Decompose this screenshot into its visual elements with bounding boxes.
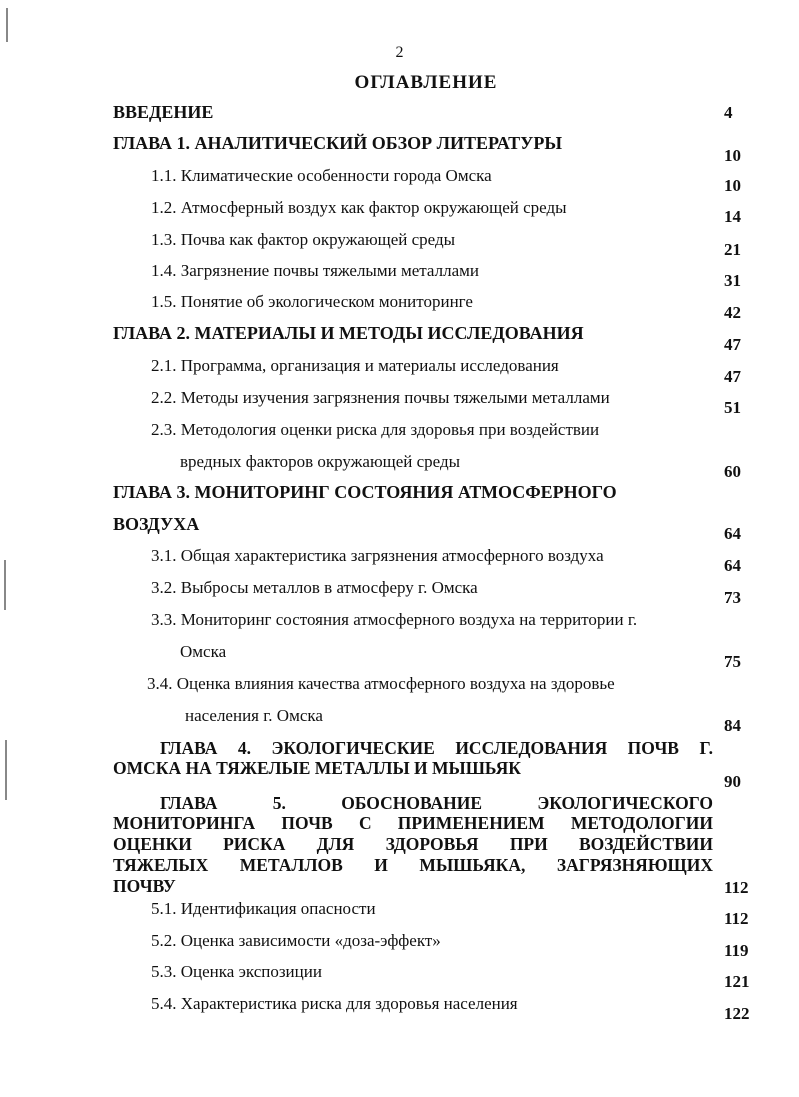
toc-entry-2-3-line-2[interactable]: вредных факторов окружающей среды — [180, 452, 461, 471]
page-ref-2-1: 47 — [724, 367, 741, 386]
toc-entry-1-1[interactable]: 1.1. Климатические особенности города Омска — [151, 166, 492, 185]
toc-entry-3-4-line-2[interactable]: населения г. Омска — [185, 706, 323, 725]
page-number: 2 — [395, 44, 404, 61]
toc-entry-chapter-5-line-4[interactable]: ТЯЖЕЛЫХ МЕТАЛЛОВ И МЫШЬЯКА, ЗАГРЯЗНЯЮЩИХ — [113, 855, 713, 875]
page-ref-2-2: 51 — [724, 398, 741, 417]
page-ref-chapter-2: 47 — [724, 335, 741, 354]
page-ref-chapter-5: 112 — [724, 878, 749, 897]
toc-entry-1-5[interactable]: 1.5. Понятие об экологическом мониторинге — [151, 292, 473, 311]
toc-title: ОГЛАВЛЕНИЕ — [354, 72, 498, 93]
toc-entry-1-3[interactable]: 1.3. Почва как фактор окружающей среды — [151, 230, 456, 249]
toc-entry-chapter-3-line-1[interactable]: ГЛАВА 3. МОНИТОРИНГ СОСТОЯНИЯ АТМОСФЕРНОГО — [113, 482, 617, 502]
toc-entry-2-1[interactable]: 2.1. Программа, организация и материалы исследования — [151, 356, 559, 375]
scan-artifact — [4, 560, 6, 610]
page-ref-1-3: 21 — [724, 240, 741, 259]
toc-entry-chapter-5-line-3[interactable]: ОЦЕНКИ РИСКА ДЛЯ ЗДОРОВЬЯ ПРИ ВОЗДЕЙСТВИИ — [113, 834, 713, 854]
page-ref-intro: 4 — [724, 103, 733, 122]
toc-entry-2-3-line-1[interactable]: 2.3. Методология оценки риска для здоровья при воздействии — [151, 420, 600, 439]
toc-entry-3-1[interactable]: 3.1. Общая характеристика загрязнения атмосферного воздуха — [151, 546, 604, 565]
page-ref-3-3: 75 — [724, 652, 741, 671]
toc-entry-1-2[interactable]: 1.2. Атмосферный воздух как фактор окружающей среды — [151, 198, 567, 217]
toc-entry-3-2[interactable]: 3.2. Выбросы металлов в атмосферу г. Омска — [151, 578, 478, 597]
toc-entry-3-3-line-2[interactable]: Омска — [180, 642, 227, 661]
page-ref-1-4: 31 — [724, 271, 741, 290]
toc-entry-chapter-4-line-1[interactable]: ГЛАВА 4. ЭКОЛОГИЧЕСКИЕ ИССЛЕДОВАНИЯ ПОЧВ Г. — [160, 738, 713, 758]
page-ref-chapter-4: 90 — [724, 772, 741, 791]
toc-entry-1-4[interactable]: 1.4. Загрязнение почвы тяжелыми металлами — [151, 261, 479, 280]
scan-artifact — [6, 8, 8, 42]
toc-entry-chapter-4-line-2[interactable]: ОМСКА НА ТЯЖЕЛЫЕ МЕТАЛЛЫ И МЫШЬЯК — [113, 758, 521, 778]
page-ref-5-3: 121 — [724, 972, 750, 991]
toc-entry-chapter-5-line-5[interactable]: ПОЧВУ — [113, 876, 176, 896]
toc-entry-5-2[interactable]: 5.2. Оценка зависимости «доза-эффект» — [151, 931, 441, 950]
toc-entry-chapter-5-line-2[interactable]: МОНИТОРИНГА ПОЧВ С ПРИМЕНЕНИЕМ МЕТОДОЛОГИИ — [113, 813, 713, 833]
toc-entry-5-3[interactable]: 5.3. Оценка экспозиции — [151, 962, 322, 981]
scan-artifact — [5, 740, 7, 800]
toc-entry-chapter-2[interactable]: ГЛАВА 2. МАТЕРИАЛЫ И МЕТОДЫ ИССЛЕДОВАНИЯ — [113, 323, 584, 343]
page-ref-chapter-1: 10 — [724, 146, 741, 165]
page-ref-chapter-3: 64 — [724, 524, 741, 543]
page-ref-5-4: 122 — [724, 1004, 750, 1023]
page-ref-5-1: 112 — [724, 909, 749, 928]
toc-entry-intro[interactable]: ВВЕДЕНИЕ — [113, 102, 214, 122]
page-ref-2-3: 60 — [724, 462, 741, 481]
toc-entry-chapter-1[interactable]: ГЛАВА 1. АНАЛИТИЧЕСКИЙ ОБЗОР ЛИТЕРАТУРЫ — [113, 133, 563, 153]
toc-entry-5-4[interactable]: 5.4. Характеристика риска для здоровья населения — [151, 994, 518, 1013]
page-ref-1-5: 42 — [724, 303, 741, 322]
toc-entry-3-3-line-1[interactable]: 3.3. Мониторинг состояния атмосферного воздуха на территории г. — [151, 610, 638, 629]
page-ref-3-2: 73 — [724, 588, 741, 607]
toc-entry-chapter-3-line-2[interactable]: ВОЗДУХА — [113, 514, 200, 534]
toc-entry-chapter-5-line-1[interactable]: ГЛАВА 5. ОБОСНОВАНИЕ ЭКОЛОГИЧЕСКОГО — [160, 793, 713, 813]
page-ref-3-1: 64 — [724, 556, 741, 575]
toc-entry-5-1[interactable]: 5.1. Идентификация опасности — [151, 899, 376, 918]
page-ref-3-4: 84 — [724, 716, 741, 735]
page-ref-1-1: 10 — [724, 176, 741, 195]
toc-entry-2-2[interactable]: 2.2. Методы изучения загрязнения почвы тяжелыми металлами — [151, 388, 610, 407]
page-ref-1-2: 14 — [724, 207, 741, 226]
page-ref-5-2: 119 — [724, 941, 749, 960]
toc-entry-3-4-line-1[interactable]: 3.4. Оценка влияния качества атмосферного воздуха на здоровье — [147, 674, 615, 693]
